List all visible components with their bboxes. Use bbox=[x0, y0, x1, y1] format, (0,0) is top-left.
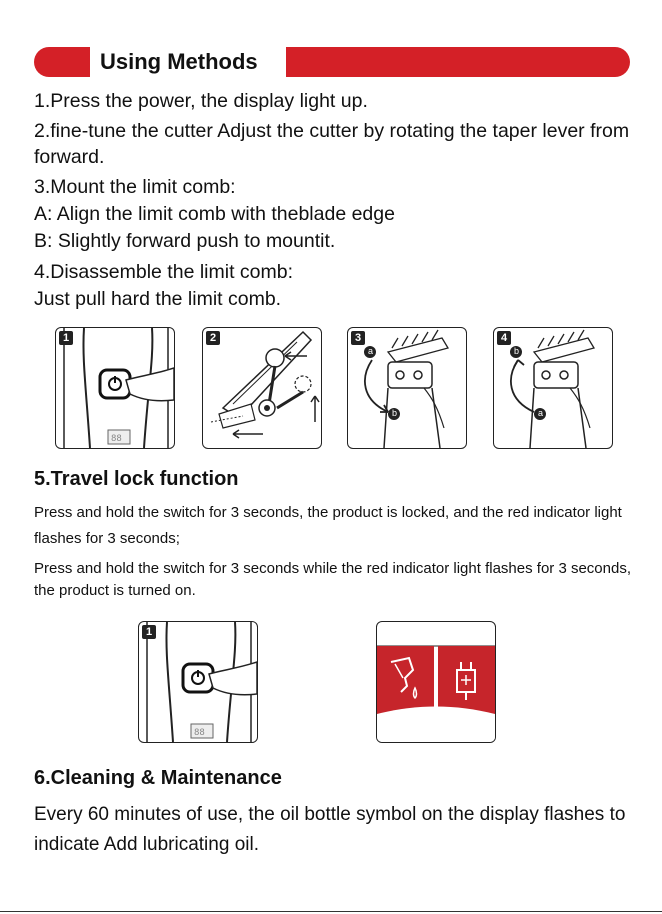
marker-a: a bbox=[367, 346, 373, 356]
header-accent-left bbox=[34, 47, 90, 77]
marker-b: b bbox=[513, 346, 519, 356]
step-1-text: 1.Press the power, the display light up. bbox=[34, 90, 368, 112]
page-title: Using Methods bbox=[100, 49, 258, 74]
figure-display-icons bbox=[376, 621, 496, 743]
step-3-b: B: Slightly forward push to mountit. bbox=[34, 230, 336, 252]
step-4-title: 4.Disassemble the limit comb: bbox=[34, 261, 294, 283]
travel-lock-p2: Press and hold the switch for 3 seconds while the red indicator light flashes for 3 seconds, the product is turned on. bbox=[34, 560, 631, 599]
figure-number: 4 bbox=[497, 331, 511, 345]
figure-travel-lock-press bbox=[138, 621, 258, 743]
marker-a: a bbox=[537, 408, 543, 418]
step-2-text: 2.fine-tune the cutter Adjust the cutter by rotating the taper lever from forward. bbox=[34, 120, 630, 168]
header-accent-right bbox=[286, 47, 630, 77]
figure-remove-comb bbox=[493, 327, 613, 449]
cleaning-body: Every 60 minutes of use, the oil bottle symbol on the display flashes to indicate Add lubricating oil. bbox=[34, 804, 626, 855]
figure-power-press bbox=[55, 327, 175, 449]
step-3-a: A: Align the limit comb with theblade edge bbox=[34, 203, 395, 225]
page-bottom-rule bbox=[0, 911, 662, 912]
figure-number: 3 bbox=[351, 331, 365, 345]
section-header bbox=[34, 47, 630, 77]
cleaning-title: 6.Cleaning & Maintenance bbox=[34, 767, 282, 789]
figure-number: 2 bbox=[206, 331, 220, 345]
figure-mount-comb bbox=[347, 327, 467, 449]
step-4-body: Just pull hard the limit comb. bbox=[34, 288, 282, 310]
step-3-title: 3.Mount the limit comb: bbox=[34, 176, 236, 198]
svg-text:88: 88 bbox=[111, 434, 122, 444]
figure-number: 1 bbox=[59, 331, 73, 345]
marker-b: b bbox=[391, 408, 397, 418]
travel-lock-title: 5.Travel lock function bbox=[34, 468, 239, 490]
travel-lock-p1: Press and hold the switch for 3 seconds, the product is locked, and the red indicator light flashes for 3 seconds; bbox=[34, 504, 622, 547]
figure-taper-lever bbox=[202, 327, 322, 449]
figure-number: 1 bbox=[142, 625, 156, 639]
svg-text:88: 88 bbox=[194, 728, 205, 738]
